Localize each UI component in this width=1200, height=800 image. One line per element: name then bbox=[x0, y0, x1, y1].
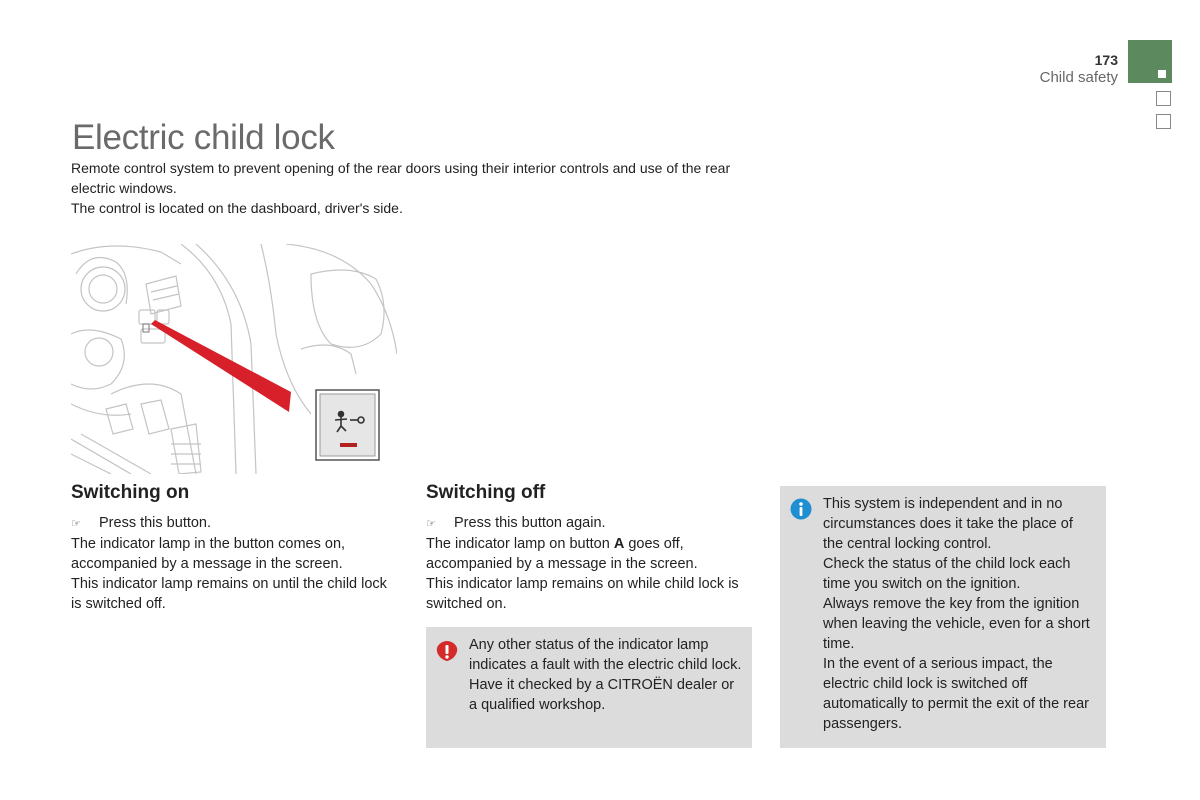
section-tab-box[interactable] bbox=[1156, 114, 1171, 129]
intro-paragraph: Remote control system to prevent opening of the rear doors using their interior controls and use of the rear electric windows. bbox=[71, 160, 731, 196]
switching-on-heading: Switching on bbox=[71, 482, 190, 503]
switching-on-section bbox=[71, 481, 401, 614]
info-paragraph: Always remove the key from the ignition when leaving the vehicle, even for a short time. bbox=[823, 596, 1090, 652]
warning-box bbox=[426, 627, 752, 748]
pointing-hand-icon: ☞ bbox=[426, 518, 436, 530]
switching-off-section bbox=[426, 481, 756, 614]
button-label-a: A bbox=[613, 536, 625, 552]
info-paragraph: In the event of a serious impact, the electric child lock is switched off automatically to permit the exit of the rear passengers. bbox=[823, 656, 1089, 732]
intro-paragraph: The control is located on the dashboard, driver's side. bbox=[71, 200, 403, 216]
dashboard-illustration bbox=[71, 244, 397, 474]
section-name: Child safety bbox=[1039, 69, 1118, 86]
switching-on-text: This indicator lamp remains on until the child lock is switched off. bbox=[71, 576, 387, 612]
warning-icon bbox=[436, 640, 458, 662]
switching-off-heading: Switching off bbox=[426, 482, 546, 503]
intro-text bbox=[71, 158, 761, 218]
warning-text: Any other status of the indicator lamp indicates a fault with the electric child lock. Have it checked by a CITROËN dealer or a qualified workshop. bbox=[469, 637, 742, 713]
info-paragraph: This system is independent and in no circumstances does it take the place of the central locking control. bbox=[823, 496, 1073, 552]
switching-off-text: This indicator lamp remains on while child lock is switched on. bbox=[426, 576, 739, 612]
info-paragraph: Check the status of the child lock each time you switch on the ignition. bbox=[823, 556, 1071, 592]
tab-marker bbox=[1158, 70, 1166, 78]
switching-on-text: The indicator lamp in the button comes on, accompanied by a message in the screen. bbox=[71, 536, 346, 572]
switching-off-bullet-text: Press this button again. bbox=[454, 515, 606, 531]
text-fragment: goes off, accompanied by a message in the screen. bbox=[426, 536, 698, 572]
text-fragment: The indicator lamp on button bbox=[426, 536, 614, 552]
info-box bbox=[780, 486, 1106, 748]
switching-on-step bbox=[71, 513, 401, 534]
pointing-hand-icon: ☞ bbox=[71, 518, 81, 530]
indicator-lamp bbox=[340, 443, 357, 447]
switching-off-step bbox=[426, 513, 756, 534]
section-tab-active[interactable] bbox=[1128, 40, 1172, 83]
switching-off-text bbox=[426, 534, 756, 574]
page-title: Electric child lock bbox=[72, 118, 335, 157]
page-number: 173 bbox=[1094, 52, 1118, 68]
section-tab-box[interactable] bbox=[1156, 91, 1171, 106]
switching-on-bullet-text: Press this button. bbox=[99, 515, 212, 531]
info-icon bbox=[790, 498, 812, 520]
pointer-arrow bbox=[151, 320, 291, 412]
